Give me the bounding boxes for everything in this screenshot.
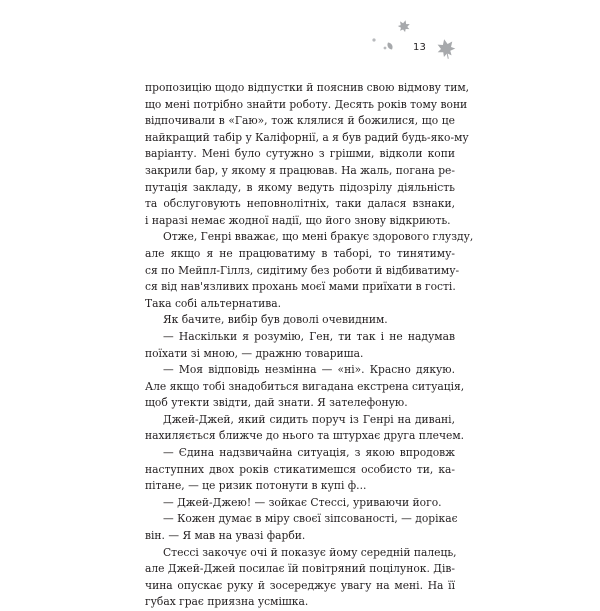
text-line: — Моя відповідь незмінна — «ні». Красно дякую. (163, 363, 455, 377)
text-line: але Джей-Джей посилає їй повітряний поцілунок. Дів- (145, 562, 455, 576)
text-line: пітане, — це ризик потонути в купі ф... (145, 479, 367, 493)
text-line: путація закладу, в якому ведуть підозрілу діяльність (145, 180, 455, 194)
text-line: чина опускає руку й зосереджує увагу на мені. На її (145, 578, 455, 592)
text-line: — Джей-Джею! — зойкає Стессі, уриваючи його. (163, 495, 442, 509)
paragraph (145, 312, 455, 329)
body-text (145, 80, 474, 611)
text-line: ся від нав'язливих прохань моєї мами приїхати в гості. (145, 280, 456, 294)
text-line: — Кожен думає в міру своєї зіпсованості, — дорікає (163, 512, 458, 526)
text-line: нахиляється ближче до нього та штурхає друга плечем. (145, 429, 465, 443)
paragraph (145, 511, 458, 544)
maple-leaf-icon (435, 37, 457, 60)
text-line: Така собі альтернатива. (145, 296, 281, 310)
text-line: варіанту. Мені було сутужно з грішми, відколи копи (145, 147, 455, 161)
text-line: закрили бар, у якому я працював. На жаль, погана ре- (145, 163, 455, 177)
maple-leaf-icon (397, 19, 412, 33)
text-line: ся по Мейпл-Гіллз, сидітиму без роботи й відбиватиму- (145, 263, 460, 277)
text-line: Але якщо тобі знадобиться вигадана екстрена ситуація, (145, 379, 465, 393)
paragraph (145, 545, 455, 611)
text-line: щоб утекти звідти, дай знати. Я зателефоную. (145, 396, 408, 410)
text-line: — Наскільки я розумію, Ген, ти так і не надумав (163, 329, 455, 343)
text-line: він. — Я мав на увазі фарби. (145, 529, 306, 543)
text-line: Як бачите, вибір був доволі очевидним. (163, 313, 388, 327)
text-line: але якщо я не працюватиму в таборі, то тинятиму- (145, 246, 455, 260)
page-number: 13 (413, 42, 427, 53)
text-line: наступних двох років стикатимешся особисто ти, ка- (145, 462, 455, 476)
paragraph (145, 329, 455, 362)
small-dot-icon (372, 38, 375, 41)
text-line: поїхати зі мною, — дражню товариша. (145, 346, 364, 360)
text-line: і наразі немає жодної надії, що його знову відкриють. (145, 213, 451, 227)
page-header (360, 18, 470, 68)
text-line: Стессі закочує очі й показує йому середній палець, (163, 545, 457, 559)
text-line: губах грає приязна усмішка. (145, 595, 309, 609)
text-line: Отже, Генрі вважає, що мені бракує здорового глузду, (163, 230, 474, 244)
paragraph (145, 229, 474, 312)
text-line: — Єдина надзвичайна ситуація, з якою впродовж (163, 446, 455, 460)
small-dot-icon (384, 47, 387, 50)
paragraph (145, 80, 470, 229)
text-line: найкращий табір у Каліфорнії, а я був радий будь-яко-му (145, 130, 469, 144)
text-line: відпочивали в «Гаю», тож клялися й божилися, що це (145, 114, 455, 128)
text-line: Джей-Джей, який сидить поруч із Генрі на дивані, (163, 412, 455, 426)
paragraph (145, 495, 455, 512)
text-line: пропозицію щодо відпустки й пояснив свою відмову тим, (145, 81, 470, 94)
text-line: що мені потрібно знайти роботу. Десять років тому вони (145, 97, 468, 111)
paragraph (145, 445, 455, 495)
text-line: та обслуговують неповнолітніх, таки далася взнаки, (145, 197, 455, 211)
leaf-icon (386, 41, 394, 50)
paragraph (145, 362, 465, 412)
paragraph (145, 412, 465, 445)
